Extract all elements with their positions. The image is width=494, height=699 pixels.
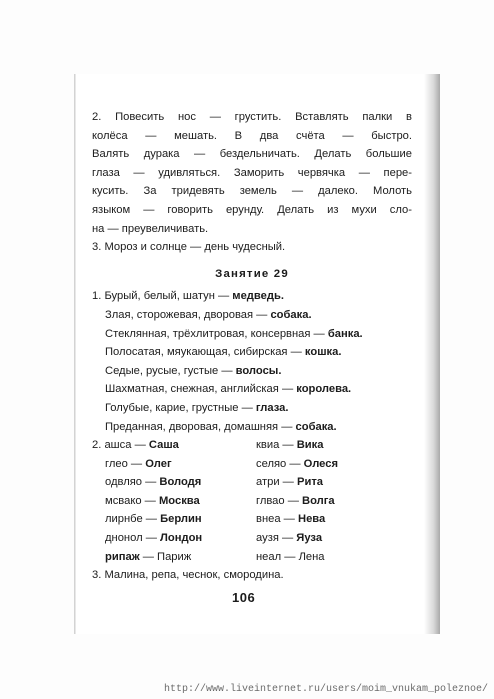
riddle-answer: собака. [270, 308, 312, 321]
anagram-left [92, 510, 256, 529]
item2-line: колёса — мешать. В два счёта — быстро. [92, 129, 412, 142]
anagram-answer: Лондон [160, 532, 203, 545]
anagram-answer: Нева [297, 513, 326, 526]
dash: — [142, 532, 161, 545]
riddle-row [92, 287, 412, 306]
anagram-left [92, 492, 256, 511]
riddle-answer: волосы. [235, 364, 282, 377]
item2-line-last: на — преувеличивать. [92, 222, 209, 235]
riddle-answer: медведь. [232, 290, 284, 303]
anagram-right [256, 492, 412, 511]
riddle-answer: глаза. [255, 401, 289, 414]
dash: — [286, 457, 304, 470]
anagram-answer: Москва [158, 494, 200, 507]
dash: — [284, 494, 303, 507]
riddle-clues: Полосатая, мяукающая, сибирская — [105, 346, 305, 359]
anagram-answer: Берлин [160, 513, 202, 526]
riddle-answer: королева. [296, 383, 352, 396]
anagram-right [256, 473, 412, 492]
anagram-answer: Саша [148, 439, 179, 452]
item2-line: Валять дурака — бездельничать. Делать большие [92, 148, 412, 161]
anagram-answer: Яуза [296, 532, 323, 545]
item-2-paragraph [92, 108, 412, 238]
lesson-item-1 [92, 287, 412, 436]
anagram-answer: Лена [298, 550, 325, 563]
item-3b-line: 3. Малина, репа, чеснок, смородина. [92, 569, 284, 582]
anagram-left [92, 548, 256, 567]
item2-line: глаза — удивляться. Заморить червячка — пере- [92, 166, 412, 179]
anagram-right [256, 548, 412, 567]
anagram-answer: Вика [296, 439, 324, 452]
anagram-right [256, 529, 412, 548]
anagram-answer: Олег [145, 457, 172, 470]
anagram-answer: Волга [302, 494, 335, 507]
page-number: 106 [232, 590, 256, 605]
anagram-word: одвляо [105, 476, 142, 489]
page-right-shadow [424, 74, 440, 634]
riddle-answer: собака. [295, 420, 337, 433]
page-left-edge [74, 74, 76, 634]
anagram-word: ашса [104, 439, 132, 452]
riddle-clues: Шахматная, снежная, английская — [105, 383, 297, 396]
anagram-word: рипаж [105, 550, 140, 563]
dash: — [142, 476, 160, 489]
riddle-answer: банка. [327, 327, 363, 340]
anagram-word: неал [256, 550, 282, 563]
riddle-clues: Бурый, белый, шатун — [104, 290, 233, 303]
watermark-url: http://www.liveinternet.ru/users/moim_vnukam_poleznoe/ [163, 684, 488, 695]
item-number: 2. [92, 439, 105, 452]
anagram-word: лирнбе [105, 513, 143, 526]
anagram-word: квиа [256, 439, 280, 452]
anagram-left [92, 529, 256, 548]
dash: — [127, 457, 146, 470]
riddle-row [92, 380, 412, 399]
riddle-clues: Злая, сторожевая, дворовая — [105, 308, 271, 321]
item2-line: кусить. За тридевять земель — далеко. Молоть [92, 185, 412, 198]
dash: — [280, 513, 298, 526]
dash: — [139, 550, 158, 563]
dash: — [278, 532, 297, 545]
riddle-row [92, 418, 412, 437]
anagram-word: селяо [256, 457, 287, 470]
anagram-right [256, 436, 412, 455]
anagram-word: мсвако [105, 494, 142, 507]
riddle-clues: Седые, русые, густые — [105, 364, 236, 377]
item-number: 1. [92, 290, 105, 303]
anagram-answer: Рита [296, 476, 324, 489]
anagram-left [92, 436, 256, 455]
anagram-left [92, 473, 256, 492]
anagram-right [256, 455, 412, 474]
dash: — [281, 550, 299, 563]
anagram-answer: Олеся [303, 457, 339, 470]
riddle-row [92, 362, 412, 381]
dash: — [279, 439, 297, 452]
anagram-word: атри [256, 476, 280, 489]
riddle-row [92, 399, 412, 418]
riddle-clues: Голубые, карие, грустные — [105, 401, 256, 414]
anagram-right [256, 510, 412, 529]
item2-line: 2. Повесить нос — грустить. Вставлять палки в [92, 111, 412, 123]
anagram-word: глео [105, 457, 128, 470]
riddle-clues: Преданная, дворовая, домашняя — [105, 420, 296, 433]
item-3-line: 3. Мороз и солнце — день чудесный. [92, 241, 286, 254]
anagram-word: днонол [105, 532, 143, 545]
riddle-clues: Стеклянная, трёхлитровая, консервная — [105, 327, 328, 340]
riddle-row [92, 325, 412, 344]
dash: — [279, 476, 297, 489]
dash: — [141, 494, 159, 507]
dash: — [142, 513, 161, 526]
anagram-grid [92, 436, 412, 566]
dash: — [131, 439, 149, 452]
anagram-word: внеа [256, 513, 281, 526]
riddle-answer: кошка. [304, 346, 342, 359]
anagram-word: аузя [256, 532, 279, 545]
item2-line: языком — говорить ерунду. Делать из мухи сло- [92, 203, 412, 216]
lesson-heading: Занятие 29 [215, 267, 289, 280]
anagram-answer: Париж [157, 550, 192, 563]
riddle-row [92, 343, 412, 362]
anagram-left [92, 455, 256, 474]
riddle-row [92, 306, 412, 325]
anagram-word: глвао [256, 494, 285, 507]
page-content [92, 108, 412, 585]
anagram-answer: Володя [159, 476, 202, 489]
